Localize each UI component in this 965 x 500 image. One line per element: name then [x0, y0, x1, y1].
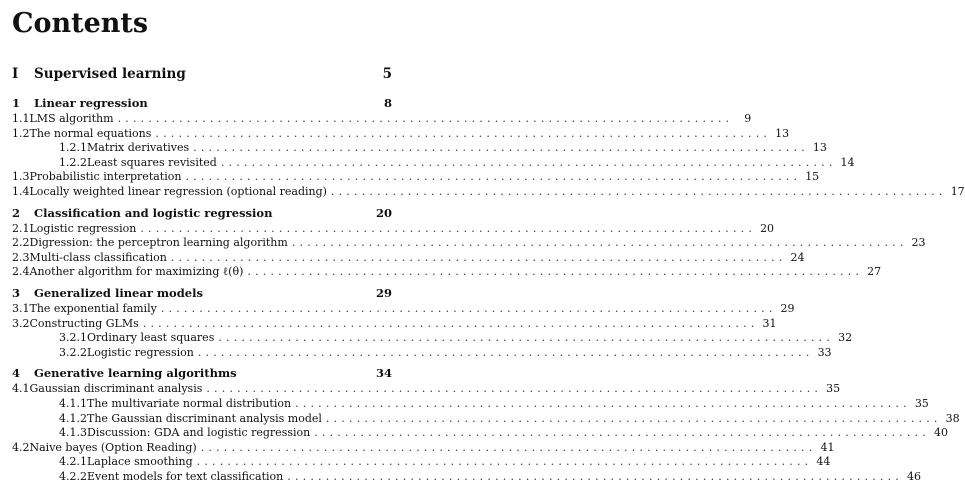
dot-leader: ................................................................................ — [218, 331, 835, 345]
dot-leader: ................................................................................ — [314, 426, 930, 440]
chapter-block — [12, 96, 965, 200]
entry-title: Naive bayes (Option Reading) — [29, 440, 197, 454]
entry-page: 32 — [838, 331, 853, 345]
chapter-title: Generative learning algorithms — [34, 366, 237, 381]
dot-leader: ................................................................................ — [160, 301, 777, 315]
entry-title: Least squares revisited — [87, 155, 217, 169]
entry-title: Event models for text classification — [87, 469, 284, 483]
subsection-entry[interactable] — [12, 411, 960, 427]
entry-page: 46 — [907, 469, 921, 483]
entry-number: 3.2.2 — [59, 345, 87, 359]
chapter-page: 34 — [375, 366, 392, 381]
chapter-heading[interactable] — [12, 206, 392, 222]
dot-leader: ................................................................................ — [291, 236, 908, 250]
table-of-contents — [12, 66, 965, 490]
section-entry[interactable] — [12, 301, 795, 317]
entry-number: 4.1.3 — [59, 426, 87, 440]
entry-title: Digression: the perceptron learning algorithm — [29, 236, 288, 250]
entry-page: 40 — [933, 426, 948, 440]
entry-title: The multivariate normal distribution — [87, 396, 292, 410]
entry-number: 1.2.1 — [59, 141, 87, 155]
entry-number: 1.3 — [12, 170, 30, 184]
part-number: I — [12, 66, 19, 82]
section-entry[interactable] — [12, 316, 777, 332]
entry-page: 33 — [817, 345, 832, 359]
subsection-entry[interactable] — [12, 469, 921, 485]
dot-leader: ................................................................................ — [197, 345, 814, 359]
entry-title: Ordinary least squares — [87, 331, 215, 345]
subsection-entry[interactable] — [12, 331, 853, 346]
entry-title: Another algorithm for maximizing ℓ(θ) — [29, 265, 244, 279]
entry-number: 4.2.1 — [59, 455, 87, 469]
entry-page: 27 — [867, 265, 882, 279]
dot-leader: ................................................................................ — [295, 396, 911, 410]
entry-number: 2.3 — [12, 250, 30, 264]
entry-number: 1.1 — [12, 112, 30, 125]
entry-number: 4.1.1 — [59, 396, 87, 410]
entry-page: 35 — [914, 396, 929, 410]
dot-leader: ................................................................................ — [206, 382, 823, 396]
page-title: Contents — [12, 8, 149, 39]
entry-title: Locally weighted linear regression (optional reading) — [29, 184, 327, 198]
part-page: 5 — [382, 66, 392, 82]
dot-leader: ................................................................................ — [193, 141, 809, 155]
chapter-number: 4 — [12, 366, 21, 381]
entry-page: 38 — [945, 411, 960, 425]
subsection-entry[interactable] — [12, 345, 832, 361]
dot-leader: ................................................................................ — [247, 265, 864, 279]
dot-leader: ................................................................................ — [117, 112, 734, 125]
dot-leader: ................................................................................ — [196, 455, 813, 469]
entry-page: 44 — [816, 455, 831, 469]
entry-title: Laplace smoothing — [87, 455, 193, 469]
entry-title: LMS algorithm — [29, 112, 114, 125]
entry-page: 35 — [826, 382, 841, 396]
entry-title: Logistic regression — [29, 221, 137, 235]
chapter-heading[interactable] — [12, 286, 392, 302]
entry-title: Constructing GLMs — [29, 316, 139, 330]
dot-leader: ................................................................................ — [200, 440, 817, 454]
chapter-block — [12, 366, 960, 484]
chapter-number: 3 — [12, 285, 21, 300]
entry-number: 3.2.1 — [59, 331, 87, 345]
dot-leader: ................................................................................ — [142, 316, 759, 330]
chapter-title: Generalized linear models — [34, 285, 203, 300]
entry-title: The normal equations — [29, 126, 152, 140]
chapter-page: 8 — [383, 96, 392, 110]
entry-title: The Gaussian discriminant analysis model — [87, 411, 322, 425]
part-title: Supervised learning — [34, 66, 186, 82]
entry-number: 4.1.2 — [59, 411, 87, 425]
section-entry[interactable] — [12, 265, 882, 280]
section-entry[interactable] — [12, 382, 841, 397]
dot-leader: ................................................................................ — [185, 170, 802, 184]
chapter-block — [12, 285, 853, 360]
dot-leader: ................................................................................ — [220, 155, 837, 169]
entry-page: 31 — [762, 316, 777, 330]
chapter-heading[interactable] — [12, 366, 392, 382]
subsection-entry[interactable] — [12, 141, 827, 156]
entry-number: 1.2 — [12, 126, 30, 140]
entry-title: Logistic regression — [87, 345, 194, 359]
entry-title: Discussion: GDA and logistic regression — [87, 426, 311, 440]
dot-leader: ................................................................................ — [330, 184, 947, 198]
section-entry[interactable] — [12, 236, 926, 251]
chapter-title: Classification and logistic regression — [34, 205, 273, 220]
section-entry[interactable] — [12, 112, 752, 127]
section-entry[interactable] — [12, 440, 835, 456]
entry-page: 9 — [744, 112, 752, 125]
entry-page: 24 — [790, 250, 805, 264]
entry-number: 3.1 — [12, 301, 30, 315]
chapter-heading[interactable] — [12, 96, 392, 112]
section-entry[interactable] — [12, 221, 775, 237]
entry-page: 13 — [775, 126, 790, 140]
dot-leader: ................................................................................ — [155, 126, 772, 140]
entry-page: 23 — [911, 236, 926, 250]
subsection-entry[interactable] — [12, 396, 929, 412]
entry-title: Matrix derivatives — [87, 141, 190, 155]
entry-page: 29 — [780, 301, 795, 315]
chapter-list — [12, 96, 965, 484]
entry-page: 20 — [760, 221, 775, 235]
entry-page: 41 — [820, 440, 835, 454]
dot-leader: ................................................................................ — [325, 411, 942, 425]
chapter-page: 29 — [375, 285, 392, 300]
entry-number: 2.2 — [12, 236, 30, 250]
entry-number: 2.1 — [12, 221, 30, 235]
entry-title: Probabilistic interpretation — [29, 170, 182, 184]
entry-number: 2.4 — [12, 265, 30, 279]
entry-title: Gaussian discriminant analysis — [29, 382, 203, 396]
part-heading[interactable] — [12, 66, 392, 88]
chapter-title: Linear regression — [34, 96, 148, 110]
subsection-entry[interactable] — [12, 426, 948, 441]
section-entry[interactable] — [12, 126, 790, 142]
entry-title: The exponential family — [29, 301, 157, 315]
entry-number: 1.2.2 — [59, 155, 87, 169]
entry-page: 17 — [950, 184, 965, 198]
entry-page: 15 — [805, 170, 820, 184]
section-entry[interactable] — [12, 170, 820, 185]
chapter-page: 20 — [375, 205, 392, 220]
entry-page: 14 — [840, 155, 855, 169]
entry-number: 4.1 — [12, 382, 30, 396]
entry-number: 1.4 — [12, 184, 30, 198]
entry-number: 4.2 — [12, 440, 30, 454]
entry-number: 4.2.2 — [59, 469, 87, 483]
dot-leader: ................................................................................ — [170, 250, 787, 264]
section-entry[interactable] — [12, 250, 805, 266]
section-entry[interactable] — [12, 184, 965, 200]
subsection-entry[interactable] — [12, 155, 855, 171]
entry-page: 13 — [812, 141, 827, 155]
dot-leader: ................................................................................ — [140, 221, 757, 235]
entry-number: 3.2 — [12, 316, 30, 330]
dot-leader: ................................................................................ — [287, 469, 903, 483]
chapter-block — [12, 205, 926, 280]
chapter-number: 2 — [12, 205, 21, 220]
subsection-entry[interactable] — [12, 455, 831, 470]
chapter-number: 1 — [12, 96, 21, 110]
entry-title: Multi-class classification — [29, 250, 167, 264]
